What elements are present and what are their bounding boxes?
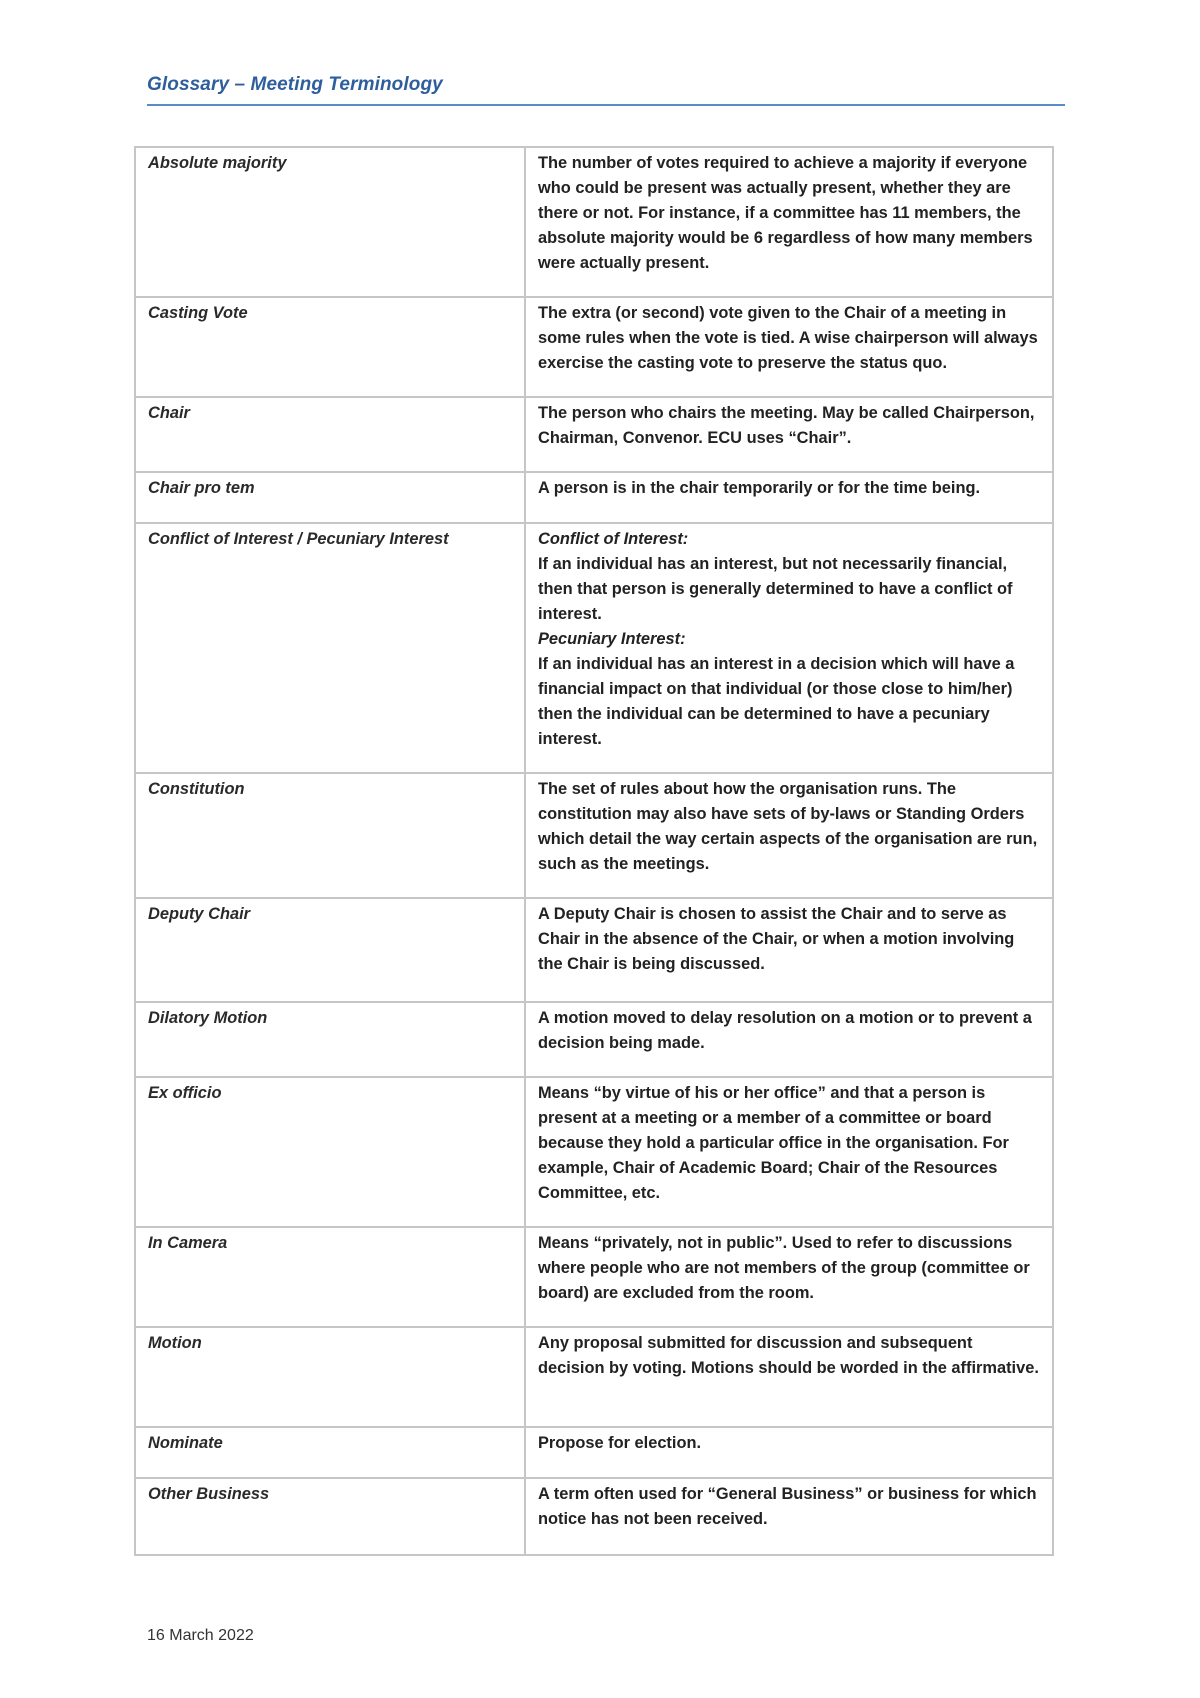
glossary-definition: The number of votes required to achieve a majority if everyone who could be present was actually present, whether they are there or not. For instance, if a committee has 11 members, the absolute majority would be 6 regardless of how many members were actually present. xyxy=(525,147,1053,297)
glossary-row xyxy=(135,1227,1053,1327)
glossary-definition: The person who chairs the meeting. May be called Chairperson, Chairman, Convenor. ECU uses “Chair”. xyxy=(525,397,1053,472)
glossary-term: Ex officio xyxy=(135,1077,525,1227)
glossary-row xyxy=(135,773,1053,898)
conflict-of-interest-text: If an individual has an interest, but not necessarily financial, then that person is generally determined to have a conflict of interest. xyxy=(538,555,1013,623)
glossary-definition: The extra (or second) vote given to the Chair of a meeting in some rules when the vote is tied. A wise chairperson will always exercise the casting vote to preserve the status quo. xyxy=(525,297,1053,397)
glossary-term: Chair pro tem xyxy=(135,472,525,523)
glossary-term: In Camera xyxy=(135,1227,525,1327)
glossary-term: Motion xyxy=(135,1327,525,1427)
glossary-definition: Any proposal submitted for discussion and subsequent decision by voting. Motions should be worded in the affirmative. xyxy=(525,1327,1053,1427)
glossary-row xyxy=(135,898,1053,1002)
glossary-term: Deputy Chair xyxy=(135,898,525,1002)
glossary-term: Conflict of Interest / Pecuniary Interest xyxy=(135,523,525,773)
glossary-definition: A term often used for “General Business” or business for which notice has not been received. xyxy=(525,1478,1053,1555)
glossary-term: Absolute majority xyxy=(135,147,525,297)
conflict-of-interest-heading: Conflict of Interest: xyxy=(538,530,689,548)
glossary-definition: Means “privately, not in public”. Used to refer to discussions where people who are not members of the group (committee or board) are excluded from the room. xyxy=(525,1227,1053,1327)
glossary-row xyxy=(135,472,1053,523)
glossary-row xyxy=(135,1478,1053,1555)
page-title: Glossary – Meeting Terminology xyxy=(147,74,443,95)
glossary-definition xyxy=(525,523,1053,773)
glossary-term: Dilatory Motion xyxy=(135,1002,525,1077)
glossary-row xyxy=(135,1427,1053,1478)
glossary-definition: A motion moved to delay resolution on a motion or to prevent a decision being made. xyxy=(525,1002,1053,1077)
glossary-table xyxy=(134,146,1054,1556)
glossary-row xyxy=(135,397,1053,472)
page-header xyxy=(147,74,1065,106)
pecuniary-interest-heading: Pecuniary Interest: xyxy=(538,630,686,648)
glossary-definition: Means “by virtue of his or her office” and that a person is present at a meeting or a member of a committee or board because they hold a particular office in the organisation. For example, Chair of Academic Board; Chair of the Resources Committee, etc. xyxy=(525,1077,1053,1227)
glossary-term: Chair xyxy=(135,397,525,472)
glossary-row xyxy=(135,1327,1053,1427)
glossary-definition: Propose for election. xyxy=(525,1427,1053,1478)
glossary-row xyxy=(135,1077,1053,1227)
pecuniary-interest-text: If an individual has an interest in a decision which will have a financial impact on that individual (or those close to him/her) then the individual can be determined to have a pecuniary interest. xyxy=(538,655,1015,748)
glossary-term: Constitution xyxy=(135,773,525,898)
glossary-term: Nominate xyxy=(135,1427,525,1478)
glossary-row xyxy=(135,1002,1053,1077)
glossary-row xyxy=(135,523,1053,773)
glossary-row xyxy=(135,297,1053,397)
glossary-row xyxy=(135,147,1053,297)
glossary-term: Casting Vote xyxy=(135,297,525,397)
footer-date: 16 March 2022 xyxy=(147,1627,254,1644)
glossary-definition: A person is in the chair temporarily or for the time being. xyxy=(525,472,1053,523)
glossary-definition: A Deputy Chair is chosen to assist the Chair and to serve as Chair in the absence of the Chair, or when a motion involving the Chair is being discussed. xyxy=(525,898,1053,1002)
glossary-term: Other Business xyxy=(135,1478,525,1555)
glossary-definition: The set of rules about how the organisation runs. The constitution may also have sets of by-laws or Standing Orders which detail the way certain aspects of the organisation are run, such as the meetings. xyxy=(525,773,1053,898)
